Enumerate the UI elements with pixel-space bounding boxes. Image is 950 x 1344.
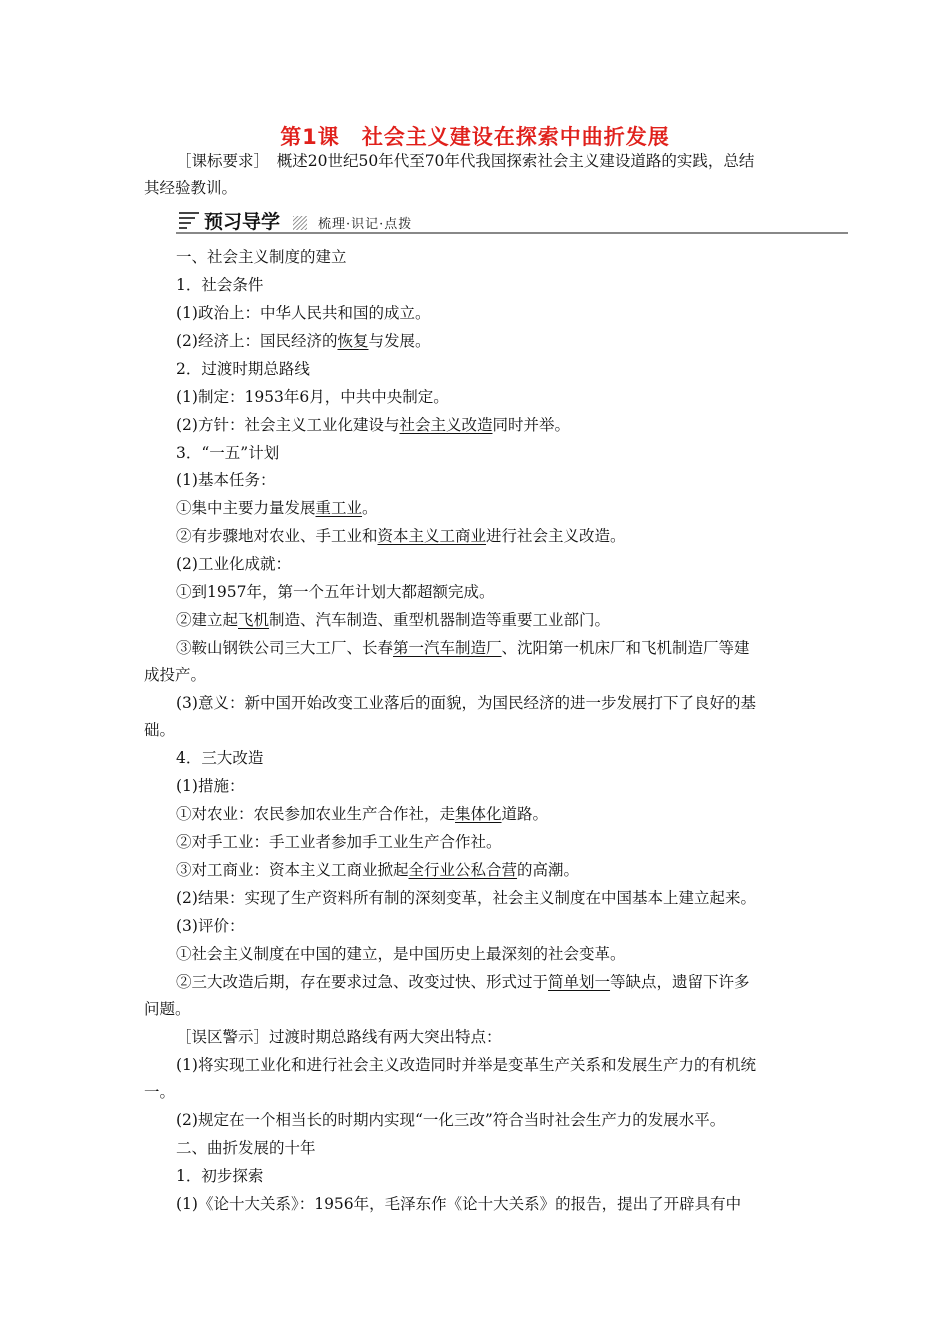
text-line: (2)工业化成就： (176, 555, 291, 573)
banner-title: 预习导学 (204, 211, 281, 233)
text-line: ①集中主要力量发展重工业。 (176, 499, 378, 517)
lesson-name: 社会主义建设在探索中曲折发展 (361, 125, 670, 149)
text-line: ③鞍山钢铁公司三大工厂、长春第一汽车制造厂、沈阳第一机床厂和飞机制造厂等建 (176, 639, 750, 657)
key-term: 重工业 (315, 499, 363, 517)
stripes-icon (179, 212, 199, 228)
text-line: ②三大改造后期，存在要求过急、改变过快、形式过于简单划一等缺点，遗留下许多 (176, 973, 750, 991)
key-term: 全行业公私合营 (408, 861, 518, 879)
text-line: ②对手工业：手工业者参加手工业生产合作社。 (176, 833, 502, 851)
preview-section-banner (176, 207, 848, 234)
text-line: (1)将实现工业化和进行社会主义改造同时并举是变革生产关系和发展生产力的有机统 (176, 1056, 756, 1074)
text-line: (2)经济上：国民经济的恢复与发展。 (176, 332, 431, 350)
key-term: 集体化 (455, 805, 502, 823)
text-line: (3)意义：新中国开始改变工业落后的面貌，为国民经济的进一步发展打下了良好的基 (176, 694, 756, 712)
section-heading: 一、社会主义制度的建立 (176, 248, 347, 266)
banner-subtitle: 梳理·识记·点拨 (318, 217, 413, 232)
curriculum-line-1: ［课标要求］ 概述20世纪50年代至70年代我国探索社会主义建设道路的实践，总结 (176, 152, 755, 170)
key-term: 恢复 (337, 332, 369, 350)
key-term: 资本主义工商业 (377, 527, 487, 545)
text-line: ①社会主义制度在中国的建立，是中国历史上最深刻的社会变革。 (176, 945, 626, 963)
text-line: 问题。 (144, 1000, 191, 1018)
subsection-heading: 4．三大改造 (176, 749, 264, 767)
section-heading: 二、曲折发展的十年 (176, 1139, 316, 1157)
text-line: (1)基本任务： (176, 471, 276, 489)
subsection-heading: 1．初步探索 (176, 1167, 264, 1185)
text-line: (1)政治上：中华人民共和国的成立。 (176, 304, 431, 322)
key-term: 社会主义改造 (399, 416, 493, 434)
text-line: (2)方针：社会主义工业化建设与社会主义改造同时并举。 (176, 416, 570, 434)
text-line: ①到1957年，第一个五年计划大都超额完成。 (176, 583, 495, 601)
text-line: 成投产。 (144, 666, 207, 684)
key-term: 第一汽车制造厂 (393, 639, 502, 657)
hatch-decoration-icon (293, 216, 307, 230)
subsection-heading: 3．“一五”计划 (176, 444, 280, 462)
lesson-title (0, 121, 950, 151)
text-line: (1)措施： (176, 777, 245, 795)
text-line: (2)结果：实现了生产资料所有制的深刻变革，社会主义制度在中国基本上建立起来。 (176, 889, 756, 907)
curriculum-line-2: 其经验教训。 (144, 179, 238, 197)
text-line: (1)《论十大关系》：1956年，毛泽东作《论十大关系》的报告，提出了开辟具有中 (176, 1195, 742, 1213)
subsection-heading: 1．社会条件 (176, 276, 264, 294)
key-term: 飞机 (238, 611, 270, 629)
text-line: ①对农业：农民参加农业生产合作社，走集体化道路。 (176, 805, 549, 823)
warning-heading: ［误区警示］过渡时期总路线有两大突出特点： (176, 1028, 502, 1046)
text-line: (3)评价： (176, 917, 245, 935)
subsection-heading: 2．过渡时期总路线 (176, 360, 310, 378)
text-line: 础。 (144, 721, 176, 739)
text-line: ②建立起飞机制造、汽车制造、重型机器制造等重要工业部门。 (176, 611, 611, 629)
banner-rule (176, 232, 848, 234)
text-line: ③对工商业：资本主义工商业掀起全行业公私合营的高潮。 (176, 861, 580, 879)
text-line: ②有步骤地对农业、手工业和资本主义工商业进行社会主义改造。 (176, 527, 626, 545)
lesson-number: 第1课 (280, 125, 340, 149)
key-term: 简单划一 (548, 973, 611, 991)
text-line: 一。 (144, 1083, 176, 1101)
text-line: (1)制定：1953年6月，中共中央制定。 (176, 388, 449, 406)
text-line: (2)规定在一个相当长的时期内实现“一化三改”符合当时社会生产力的发展水平。 (176, 1111, 726, 1129)
